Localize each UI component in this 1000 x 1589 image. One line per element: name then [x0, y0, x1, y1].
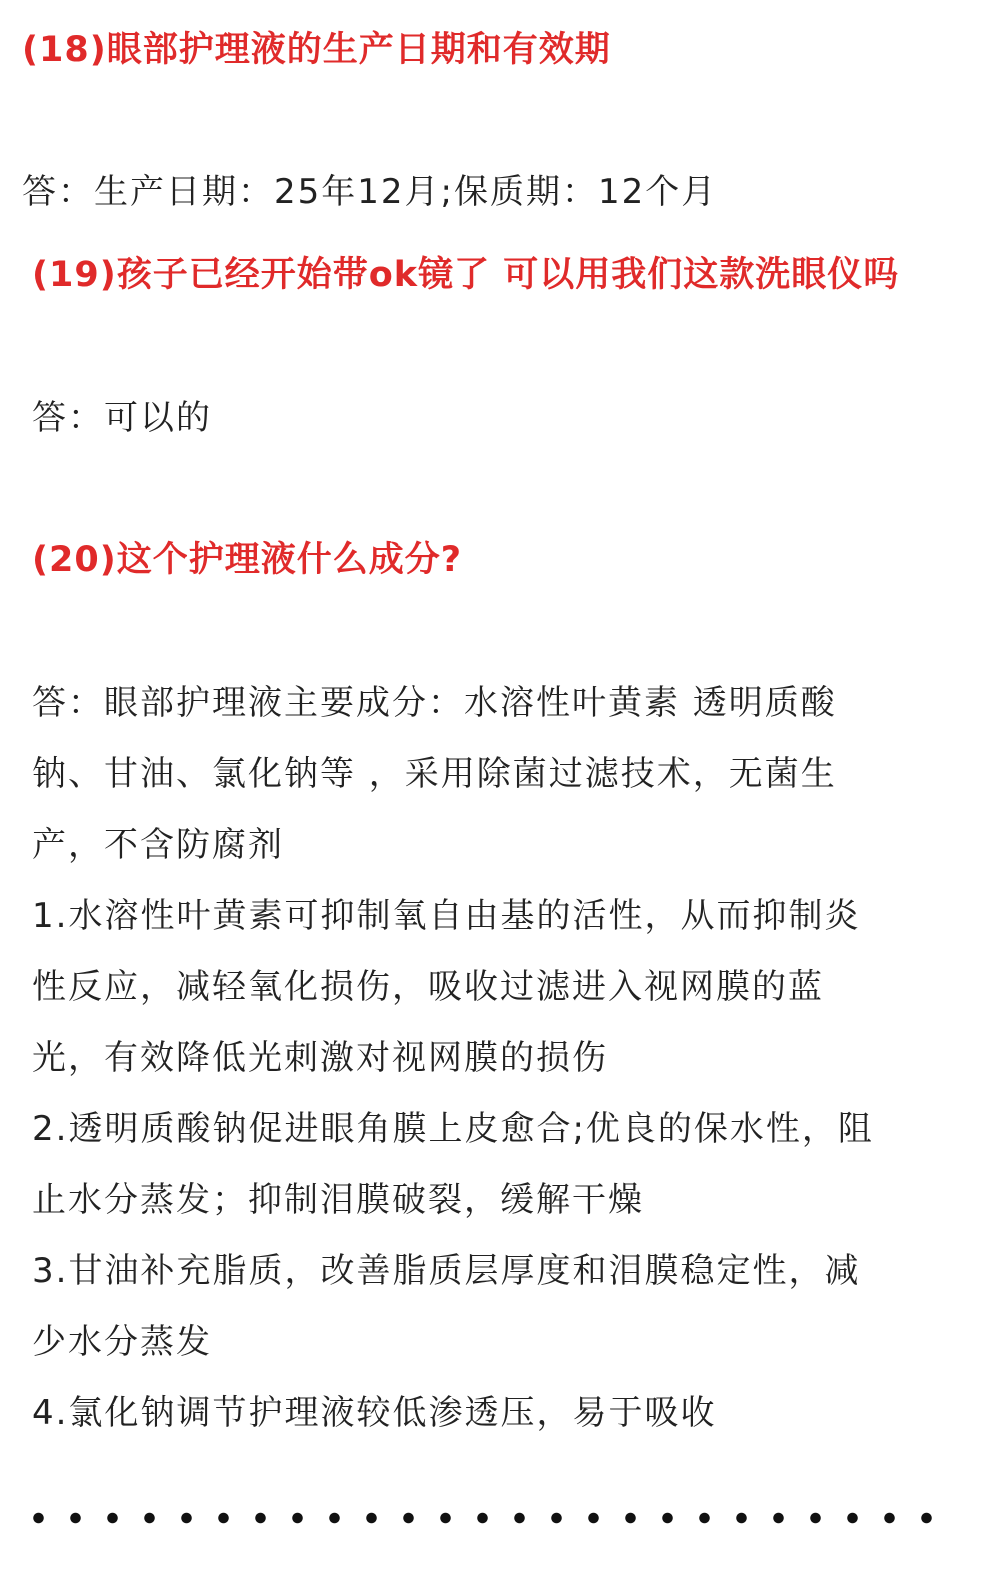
- answer-20-line: 4.氯化钠调节护理液较低渗透压，易于吸收: [32, 1393, 717, 1433]
- answer-19-text: 答：可以的: [32, 398, 212, 438]
- answer-20-line: 2.透明质酸钠促进眼角膜上皮愈合;优良的保水性，阻: [32, 1109, 874, 1149]
- answer-20-line: 光，有效降低光刺激对视网膜的损伤: [32, 1038, 608, 1078]
- answer-20-line: 产，不含防腐剂: [32, 825, 284, 865]
- answer-20-line: 3.甘油补充脂质，改善脂质层厚度和泪膜稳定性，减: [32, 1251, 861, 1291]
- answer-20-line: 性反应，减轻氧化损伤，吸收过滤进入视网膜的蓝: [32, 967, 824, 1007]
- question-18-heading: (18)眼部护理液的生产日期和有效期: [22, 30, 611, 70]
- question-20-heading: (20)这个护理液什么成分?: [32, 540, 463, 580]
- question-19-heading: (19)孩子已经开始带ok镜了 可以用我们这款洗眼仪吗: [32, 255, 900, 295]
- answer-20-line: 1.水溶性叶黄素可抑制氧自由基的活性，从而抑制炎: [32, 896, 861, 936]
- answer-20-line: 钠、甘油、氯化钠等 ，采用除菌过滤技术，无菌生: [32, 754, 837, 794]
- answer-18-text: 答：生产日期：25年12月;保质期：12个月: [22, 172, 718, 212]
- answer-20-line: 止水分蒸发；抑制泪膜破裂，缓解干燥: [32, 1180, 644, 1220]
- answer-20-line: 少水分蒸发: [32, 1322, 212, 1362]
- answer-20-line: 答：眼部护理液主要成分：水溶性叶黄素 透明质酸: [32, 683, 837, 723]
- dotted-divider: [20, 1508, 940, 1528]
